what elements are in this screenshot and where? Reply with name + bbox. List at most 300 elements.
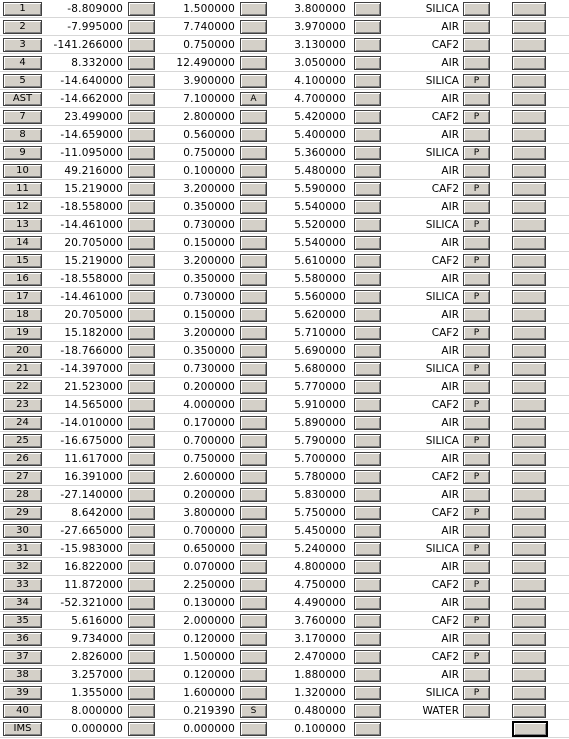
thickness-value[interactable]: 1.500000: [183, 651, 235, 663]
radius-value[interactable]: 23.499000: [64, 111, 123, 123]
glass-value[interactable]: CAF2: [431, 399, 459, 411]
radius-value[interactable]: 14.565000: [64, 399, 123, 411]
glass-solve-button[interactable]: [463, 56, 490, 70]
radius-value[interactable]: 49.216000: [64, 165, 123, 177]
aperture-solve-button[interactable]: [354, 434, 381, 448]
aperture-solve-button[interactable]: [354, 92, 381, 106]
surface-number-button[interactable]: 28: [3, 488, 42, 502]
aperture-value[interactable]: 4.700000: [294, 93, 346, 105]
extra-column-button[interactable]: [512, 56, 546, 70]
surface-number-button[interactable]: 29: [3, 506, 42, 520]
aperture-solve-button[interactable]: [354, 398, 381, 412]
glass-value[interactable]: CAF2: [431, 651, 459, 663]
thickness-solve-button[interactable]: A: [240, 92, 267, 106]
thickness-value[interactable]: 3.900000: [183, 75, 235, 87]
radius-value[interactable]: 20.705000: [64, 309, 123, 321]
thickness-value[interactable]: 3.200000: [183, 255, 235, 267]
thickness-value[interactable]: 0.000000: [183, 723, 235, 735]
thickness-value[interactable]: 3.200000: [183, 327, 235, 339]
glass-solve-button[interactable]: [463, 704, 490, 718]
glass-value[interactable]: SILICA: [425, 435, 459, 447]
glass-value[interactable]: AIR: [441, 561, 459, 573]
thickness-value[interactable]: 0.200000: [183, 381, 235, 393]
aperture-value[interactable]: 3.170000: [294, 633, 346, 645]
thickness-value[interactable]: 0.150000: [183, 309, 235, 321]
aperture-value[interactable]: 3.130000: [294, 39, 346, 51]
extra-column-button[interactable]: [512, 524, 546, 538]
aperture-value[interactable]: 2.470000: [294, 651, 346, 663]
glass-solve-button[interactable]: P: [463, 110, 490, 124]
glass-solve-button[interactable]: [463, 524, 490, 538]
radius-value[interactable]: 0.000000: [71, 723, 123, 735]
radius-value[interactable]: -14.640000: [60, 75, 123, 87]
aperture-solve-button[interactable]: [354, 668, 381, 682]
aperture-value[interactable]: 5.750000: [294, 507, 346, 519]
glass-value[interactable]: AIR: [441, 21, 459, 33]
radius-value[interactable]: -27.665000: [60, 525, 123, 537]
extra-column-button[interactable]: [512, 578, 546, 592]
surface-number-button[interactable]: 24: [3, 416, 42, 430]
glass-value[interactable]: AIR: [441, 93, 459, 105]
thickness-value[interactable]: 0.700000: [183, 435, 235, 447]
glass-value[interactable]: SILICA: [425, 291, 459, 303]
surface-number-button[interactable]: 35: [3, 614, 42, 628]
aperture-solve-button[interactable]: [354, 326, 381, 340]
thickness-value[interactable]: 0.750000: [183, 147, 235, 159]
glass-solve-button[interactable]: P: [463, 398, 490, 412]
surface-number-button[interactable]: 7: [3, 110, 42, 124]
aperture-solve-button[interactable]: [354, 452, 381, 466]
aperture-solve-button[interactable]: [354, 488, 381, 502]
aperture-solve-button[interactable]: [354, 20, 381, 34]
extra-column-button[interactable]: [512, 452, 546, 466]
radius-value[interactable]: 5.616000: [71, 615, 123, 627]
aperture-solve-button[interactable]: [354, 416, 381, 430]
aperture-value[interactable]: 5.830000: [294, 489, 346, 501]
thickness-value[interactable]: 0.200000: [183, 489, 235, 501]
thickness-value[interactable]: 2.250000: [183, 579, 235, 591]
extra-column-button[interactable]: [512, 596, 546, 610]
extra-column-button[interactable]: [512, 470, 546, 484]
radius-value[interactable]: 1.355000: [71, 687, 123, 699]
glass-value[interactable]: AIR: [441, 633, 459, 645]
extra-column-button[interactable]: [512, 272, 546, 286]
radius-value[interactable]: -52.321000: [60, 597, 123, 609]
aperture-value[interactable]: 5.580000: [294, 273, 346, 285]
surface-number-button[interactable]: 9: [3, 146, 42, 160]
aperture-value[interactable]: 5.710000: [294, 327, 346, 339]
aperture-value[interactable]: 0.480000: [294, 705, 346, 717]
surface-number-button[interactable]: 37: [3, 650, 42, 664]
thickness-value[interactable]: 0.730000: [183, 363, 235, 375]
aperture-solve-button[interactable]: [354, 722, 381, 736]
extra-column-button[interactable]: [512, 200, 546, 214]
radius-value[interactable]: -16.675000: [60, 435, 123, 447]
glass-value[interactable]: AIR: [441, 489, 459, 501]
extra-column-button[interactable]: [512, 668, 546, 682]
extra-column-button[interactable]: [512, 560, 546, 574]
extra-column-button[interactable]: [512, 128, 546, 142]
glass-value[interactable]: CAF2: [431, 615, 459, 627]
aperture-solve-button[interactable]: [354, 128, 381, 142]
glass-solve-button[interactable]: [463, 128, 490, 142]
aperture-value[interactable]: 5.780000: [294, 471, 346, 483]
surface-number-button[interactable]: 10: [3, 164, 42, 178]
aperture-solve-button[interactable]: [354, 650, 381, 664]
aperture-value[interactable]: 5.680000: [294, 363, 346, 375]
glass-value[interactable]: AIR: [441, 165, 459, 177]
radius-value[interactable]: -14.662000: [60, 93, 123, 105]
glass-value[interactable]: AIR: [441, 201, 459, 213]
glass-value[interactable]: WATER: [422, 705, 459, 717]
glass-solve-button[interactable]: P: [463, 326, 490, 340]
glass-solve-button[interactable]: [463, 272, 490, 286]
aperture-value[interactable]: 5.690000: [294, 345, 346, 357]
glass-solve-button[interactable]: [463, 20, 490, 34]
thickness-value[interactable]: 0.560000: [183, 129, 235, 141]
glass-solve-button[interactable]: P: [463, 290, 490, 304]
glass-solve-button[interactable]: P: [463, 254, 490, 268]
surface-number-button[interactable]: 15: [3, 254, 42, 268]
surface-number-button[interactable]: 33: [3, 578, 42, 592]
thickness-value[interactable]: 0.120000: [183, 633, 235, 645]
radius-value[interactable]: 2.826000: [71, 651, 123, 663]
radius-value[interactable]: 8.642000: [71, 507, 123, 519]
extra-column-button[interactable]: [512, 164, 546, 178]
aperture-value[interactable]: 5.360000: [294, 147, 346, 159]
extra-column-button[interactable]: [512, 488, 546, 502]
thickness-value[interactable]: 7.740000: [183, 21, 235, 33]
aperture-solve-button[interactable]: [354, 506, 381, 520]
thickness-value[interactable]: 0.350000: [183, 273, 235, 285]
aperture-solve-button[interactable]: [354, 344, 381, 358]
thickness-value[interactable]: 0.730000: [183, 219, 235, 231]
thickness-value[interactable]: 0.120000: [183, 669, 235, 681]
glass-solve-button[interactable]: P: [463, 182, 490, 196]
glass-value[interactable]: SILICA: [425, 219, 459, 231]
radius-value[interactable]: -14.461000: [60, 291, 123, 303]
aperture-solve-button[interactable]: [354, 218, 381, 232]
glass-solve-button[interactable]: [463, 452, 490, 466]
glass-value[interactable]: AIR: [441, 57, 459, 69]
glass-solve-button[interactable]: P: [463, 74, 490, 88]
aperture-solve-button[interactable]: [354, 362, 381, 376]
radius-value[interactable]: 9.734000: [71, 633, 123, 645]
extra-column-button[interactable]: [512, 506, 546, 520]
thickness-value[interactable]: 3.800000: [183, 507, 235, 519]
surface-number-button[interactable]: 30: [3, 524, 42, 538]
surface-number-button[interactable]: 1: [3, 2, 42, 16]
glass-solve-button[interactable]: P: [463, 578, 490, 592]
thickness-value[interactable]: 0.070000: [183, 561, 235, 573]
aperture-value[interactable]: 5.620000: [294, 309, 346, 321]
radius-value[interactable]: -14.397000: [60, 363, 123, 375]
surface-number-button[interactable]: 8: [3, 128, 42, 142]
radius-value[interactable]: -27.140000: [60, 489, 123, 501]
thickness-value[interactable]: 0.350000: [183, 345, 235, 357]
radius-value[interactable]: 3.257000: [71, 669, 123, 681]
aperture-value[interactable]: 3.760000: [294, 615, 346, 627]
radius-value[interactable]: -18.558000: [60, 201, 123, 213]
extra-column-button[interactable]: [512, 38, 546, 52]
surface-number-button[interactable]: 20: [3, 344, 42, 358]
glass-value[interactable]: AIR: [441, 129, 459, 141]
radius-value[interactable]: 16.391000: [64, 471, 123, 483]
glass-solve-button[interactable]: P: [463, 686, 490, 700]
glass-solve-button[interactable]: [463, 92, 490, 106]
aperture-value[interactable]: 0.100000: [294, 723, 346, 735]
surface-number-button[interactable]: 21: [3, 362, 42, 376]
extra-column-button[interactable]: [512, 650, 546, 664]
radius-value[interactable]: 15.219000: [64, 183, 123, 195]
thickness-value[interactable]: 2.600000: [183, 471, 235, 483]
radius-value[interactable]: 11.617000: [64, 453, 123, 465]
extra-column-button[interactable]: [512, 2, 546, 16]
thickness-value[interactable]: 0.219390: [183, 705, 235, 717]
aperture-solve-button[interactable]: [354, 38, 381, 52]
extra-column-button[interactable]: [512, 146, 546, 160]
extra-column-button[interactable]: [512, 326, 546, 340]
glass-value[interactable]: CAF2: [431, 39, 459, 51]
aperture-value[interactable]: 1.320000: [294, 687, 346, 699]
glass-solve-button[interactable]: [463, 344, 490, 358]
surface-number-button[interactable]: 26: [3, 452, 42, 466]
aperture-solve-button[interactable]: [354, 542, 381, 556]
surface-number-button[interactable]: 32: [3, 560, 42, 574]
thickness-value[interactable]: 1.600000: [183, 687, 235, 699]
surface-number-button[interactable]: 13: [3, 218, 42, 232]
surface-number-button[interactable]: 27: [3, 470, 42, 484]
aperture-value[interactable]: 5.420000: [294, 111, 346, 123]
aperture-value[interactable]: 5.540000: [294, 237, 346, 249]
thickness-value[interactable]: 3.200000: [183, 183, 235, 195]
aperture-value[interactable]: 5.560000: [294, 291, 346, 303]
radius-value[interactable]: -14.010000: [60, 417, 123, 429]
thickness-value[interactable]: 0.150000: [183, 237, 235, 249]
glass-solve-button[interactable]: P: [463, 362, 490, 376]
glass-value[interactable]: SILICA: [425, 147, 459, 159]
aperture-value[interactable]: 5.540000: [294, 201, 346, 213]
surface-number-button[interactable]: 34: [3, 596, 42, 610]
glass-solve-button[interactable]: [463, 632, 490, 646]
aperture-value[interactable]: 3.800000: [294, 3, 346, 15]
aperture-solve-button[interactable]: [354, 686, 381, 700]
surface-number-button[interactable]: 17: [3, 290, 42, 304]
glass-solve-button[interactable]: [463, 308, 490, 322]
aperture-value[interactable]: 5.480000: [294, 165, 346, 177]
glass-solve-button[interactable]: P: [463, 470, 490, 484]
extra-column-button[interactable]: [512, 721, 548, 737]
extra-column-button[interactable]: [512, 614, 546, 628]
thickness-value[interactable]: 4.000000: [183, 399, 235, 411]
surface-number-button[interactable]: 16: [3, 272, 42, 286]
surface-number-button[interactable]: 40: [3, 704, 42, 718]
extra-column-button[interactable]: [512, 92, 546, 106]
glass-solve-button[interactable]: [463, 560, 490, 574]
aperture-solve-button[interactable]: [354, 56, 381, 70]
glass-value[interactable]: AIR: [441, 597, 459, 609]
glass-solve-button[interactable]: [463, 236, 490, 250]
glass-value[interactable]: AIR: [441, 345, 459, 357]
glass-solve-button[interactable]: P: [463, 146, 490, 160]
surface-number-button[interactable]: 19: [3, 326, 42, 340]
surface-number-button[interactable]: IMS: [3, 722, 42, 736]
glass-value[interactable]: CAF2: [431, 579, 459, 591]
glass-solve-button[interactable]: P: [463, 650, 490, 664]
glass-value[interactable]: CAF2: [431, 507, 459, 519]
surface-number-button[interactable]: 12: [3, 200, 42, 214]
glass-solve-button[interactable]: [463, 164, 490, 178]
extra-column-button[interactable]: [512, 110, 546, 124]
glass-solve-button[interactable]: [463, 200, 490, 214]
glass-value[interactable]: AIR: [441, 381, 459, 393]
glass-solve-button[interactable]: [463, 488, 490, 502]
surface-number-button[interactable]: 36: [3, 632, 42, 646]
aperture-value[interactable]: 3.970000: [294, 21, 346, 33]
glass-value[interactable]: SILICA: [425, 3, 459, 15]
extra-column-button[interactable]: [512, 290, 546, 304]
radius-value[interactable]: -14.659000: [60, 129, 123, 141]
thickness-value[interactable]: 7.100000: [183, 93, 235, 105]
extra-column-button[interactable]: [512, 632, 546, 646]
aperture-solve-button[interactable]: [354, 470, 381, 484]
aperture-solve-button[interactable]: [354, 74, 381, 88]
aperture-solve-button[interactable]: [354, 308, 381, 322]
extra-column-button[interactable]: [512, 380, 546, 394]
extra-column-button[interactable]: [512, 254, 546, 268]
extra-column-button[interactable]: [512, 542, 546, 556]
glass-solve-button[interactable]: P: [463, 218, 490, 232]
extra-column-button[interactable]: [512, 20, 546, 34]
aperture-solve-button[interactable]: [354, 632, 381, 646]
glass-solve-button[interactable]: [463, 596, 490, 610]
glass-value[interactable]: AIR: [441, 669, 459, 681]
aperture-value[interactable]: 4.100000: [294, 75, 346, 87]
glass-value[interactable]: AIR: [441, 237, 459, 249]
aperture-solve-button[interactable]: [354, 272, 381, 286]
radius-value[interactable]: 8.000000: [71, 705, 123, 717]
surface-number-button[interactable]: 38: [3, 668, 42, 682]
glass-value[interactable]: CAF2: [431, 183, 459, 195]
surface-number-button[interactable]: 31: [3, 542, 42, 556]
glass-solve-button[interactable]: P: [463, 506, 490, 520]
radius-value[interactable]: 20.705000: [64, 237, 123, 249]
glass-value[interactable]: AIR: [441, 309, 459, 321]
surface-number-button[interactable]: 39: [3, 686, 42, 700]
glass-value[interactable]: SILICA: [425, 687, 459, 699]
aperture-solve-button[interactable]: [354, 524, 381, 538]
radius-value[interactable]: -11.095000: [60, 147, 123, 159]
glass-value[interactable]: CAF2: [431, 255, 459, 267]
aperture-value[interactable]: 4.490000: [294, 597, 346, 609]
radius-value[interactable]: 8.332000: [71, 57, 123, 69]
aperture-solve-button[interactable]: [354, 200, 381, 214]
glass-value[interactable]: AIR: [441, 273, 459, 285]
thickness-value[interactable]: 0.700000: [183, 525, 235, 537]
surface-number-button[interactable]: 3: [3, 38, 42, 52]
aperture-value[interactable]: 5.610000: [294, 255, 346, 267]
extra-column-button[interactable]: [512, 362, 546, 376]
glass-solve-button[interactable]: [463, 380, 490, 394]
aperture-solve-button[interactable]: [354, 182, 381, 196]
extra-column-button[interactable]: [512, 416, 546, 430]
aperture-solve-button[interactable]: [354, 146, 381, 160]
radius-value[interactable]: -15.983000: [60, 543, 123, 555]
extra-column-button[interactable]: [512, 236, 546, 250]
radius-value[interactable]: 21.523000: [64, 381, 123, 393]
glass-solve-button[interactable]: [463, 38, 490, 52]
radius-value[interactable]: -8.809000: [67, 3, 123, 15]
extra-column-button[interactable]: [512, 218, 546, 232]
surface-number-button[interactable]: 11: [3, 182, 42, 196]
thickness-value[interactable]: 2.800000: [183, 111, 235, 123]
aperture-solve-button[interactable]: [354, 380, 381, 394]
radius-value[interactable]: 15.182000: [64, 327, 123, 339]
radius-value[interactable]: -18.558000: [60, 273, 123, 285]
aperture-solve-button[interactable]: [354, 110, 381, 124]
glass-value[interactable]: CAF2: [431, 111, 459, 123]
glass-solve-button[interactable]: P: [463, 542, 490, 556]
surface-number-button[interactable]: 2: [3, 20, 42, 34]
aperture-value[interactable]: 5.770000: [294, 381, 346, 393]
thickness-value[interactable]: 2.000000: [183, 615, 235, 627]
radius-value[interactable]: 16.822000: [64, 561, 123, 573]
glass-value[interactable]: AIR: [441, 453, 459, 465]
aperture-solve-button[interactable]: [354, 2, 381, 16]
surface-number-button[interactable]: 25: [3, 434, 42, 448]
aperture-value[interactable]: 5.240000: [294, 543, 346, 555]
extra-column-button[interactable]: [512, 74, 546, 88]
aperture-solve-button[interactable]: [354, 236, 381, 250]
thickness-value[interactable]: 0.130000: [183, 597, 235, 609]
radius-value[interactable]: -18.766000: [60, 345, 123, 357]
thickness-value[interactable]: 0.350000: [183, 201, 235, 213]
thickness-value[interactable]: 0.100000: [183, 165, 235, 177]
aperture-value[interactable]: 5.520000: [294, 219, 346, 231]
glass-value[interactable]: SILICA: [425, 543, 459, 555]
surface-number-button[interactable]: 4: [3, 56, 42, 70]
aperture-solve-button[interactable]: [354, 560, 381, 574]
aperture-value[interactable]: 5.590000: [294, 183, 346, 195]
aperture-value[interactable]: 5.450000: [294, 525, 346, 537]
surface-number-button[interactable]: AST: [3, 92, 42, 106]
thickness-solve-button[interactable]: S: [240, 704, 267, 718]
aperture-value[interactable]: 3.050000: [294, 57, 346, 69]
thickness-value[interactable]: 1.500000: [183, 3, 235, 15]
aperture-value[interactable]: 5.910000: [294, 399, 346, 411]
glass-value[interactable]: CAF2: [431, 471, 459, 483]
aperture-solve-button[interactable]: [354, 578, 381, 592]
radius-value[interactable]: 15.219000: [64, 255, 123, 267]
aperture-value[interactable]: 4.800000: [294, 561, 346, 573]
extra-column-button[interactable]: [512, 308, 546, 322]
aperture-solve-button[interactable]: [354, 290, 381, 304]
glass-value[interactable]: CAF2: [431, 327, 459, 339]
thickness-value[interactable]: 0.650000: [183, 543, 235, 555]
extra-column-button[interactable]: [512, 182, 546, 196]
glass-solve-button[interactable]: [463, 416, 490, 430]
extra-column-button[interactable]: [512, 686, 546, 700]
extra-column-button[interactable]: [512, 434, 546, 448]
aperture-solve-button[interactable]: [354, 164, 381, 178]
thickness-value[interactable]: 0.730000: [183, 291, 235, 303]
aperture-solve-button[interactable]: [354, 254, 381, 268]
aperture-solve-button[interactable]: [354, 596, 381, 610]
glass-solve-button[interactable]: P: [463, 614, 490, 628]
thickness-value[interactable]: 0.750000: [183, 453, 235, 465]
radius-value[interactable]: 11.872000: [64, 579, 123, 591]
radius-value[interactable]: -141.266000: [53, 39, 123, 51]
